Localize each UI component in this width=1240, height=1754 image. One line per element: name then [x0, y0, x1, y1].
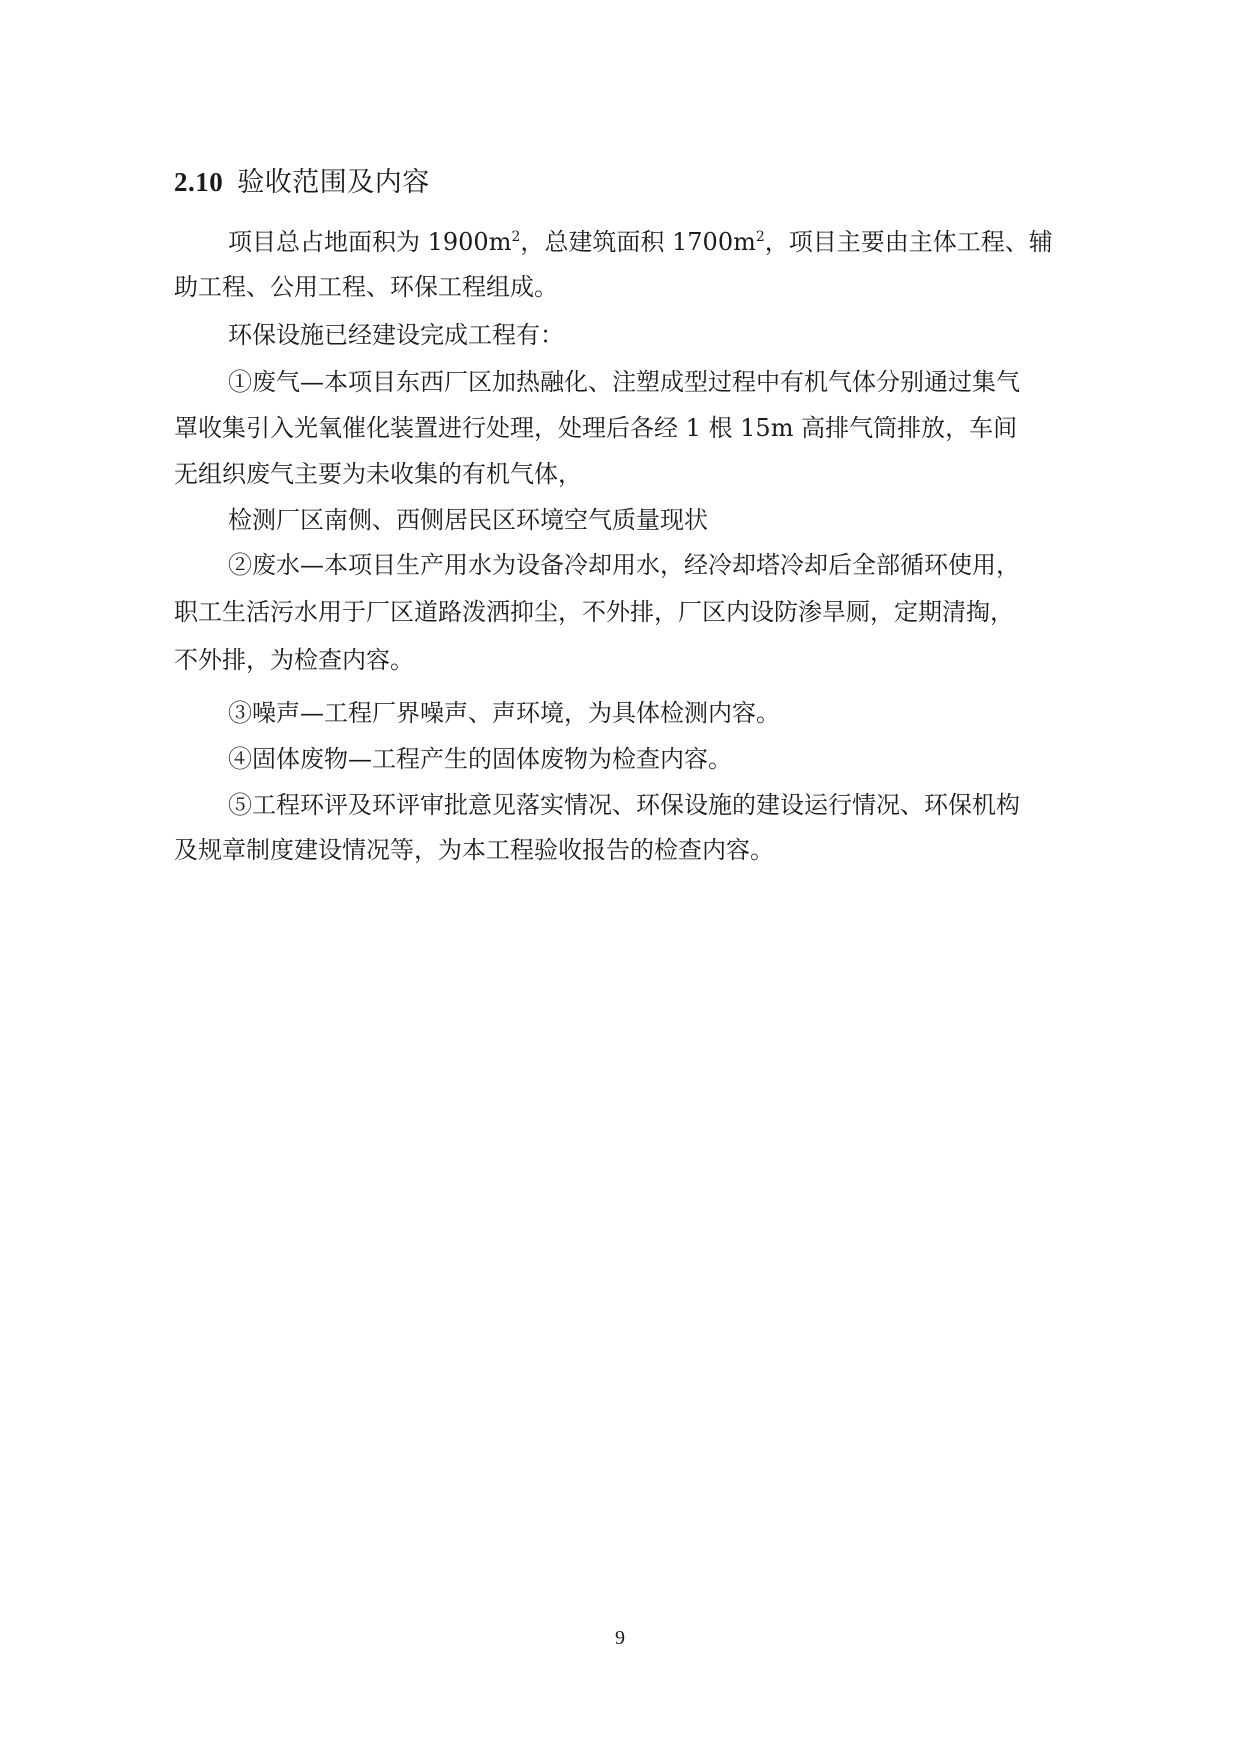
- waste-gas-line-3: 无组织废气主要为未收集的有机气体，: [174, 460, 582, 488]
- noise-line: ③噪声—工程厂界噪声、声环境，为具体检测内容。: [228, 699, 780, 727]
- section-title: 验收范围及内容: [237, 167, 430, 198]
- superscript-squared: 2: [755, 229, 765, 245]
- paragraph-area-text-c: ，项目主要由主体工程、辅: [764, 228, 1053, 256]
- paragraph-area-line-1: [228, 230, 1053, 254]
- waste-water-line-3: 不外排，为检查内容。: [174, 646, 414, 674]
- waste-water-line-2: 职工生活污水用于厂区道路泼洒抑尘，不外排，厂区内设防渗旱厕，定期清掏，: [174, 598, 1014, 626]
- paragraph-area-text-b: ，总建筑面积 1700m: [520, 228, 756, 256]
- paragraph-area-text-a: 项目总占地面积为 1900m: [228, 228, 512, 256]
- eia-line-1: ⑤工程环评及环评审批意见落实情况、环保设施的建设运行情况、环保机构: [228, 791, 1020, 819]
- section-number: 2.10: [174, 167, 224, 197]
- monitoring-line: 检测厂区南侧、西侧居民区环境空气质量现状: [228, 506, 708, 534]
- waste-gas-line-2: 罩收集引入光氧催化装置进行处理，处理后各经 1 根 15m 高排气筒排放，车间: [174, 414, 1018, 442]
- section-heading: [174, 160, 430, 199]
- solid-waste-line: ④固体废物—工程产生的固体废物为检查内容。: [228, 745, 732, 773]
- eia-line-2: 及规章制度建设情况等，为本工程验收报告的检查内容。: [174, 836, 774, 864]
- waste-gas-line-1: ①废气—本项目东西厂区加热融化、注塑成型过程中有机气体分别通过集气: [228, 368, 1020, 396]
- superscript-squared: 2: [511, 229, 521, 245]
- waste-water-line-1: ②废水—本项目生产用水为设备冷却用水，经冷却塔冷却后全部循环使用，: [228, 551, 1020, 579]
- page-number: 9: [615, 1627, 625, 1649]
- paragraph-completed-works: 环保设施已经建设完成工程有：: [228, 321, 564, 349]
- paragraph-area-line-2: 助工程、公用工程、环保工程组成。: [174, 273, 558, 301]
